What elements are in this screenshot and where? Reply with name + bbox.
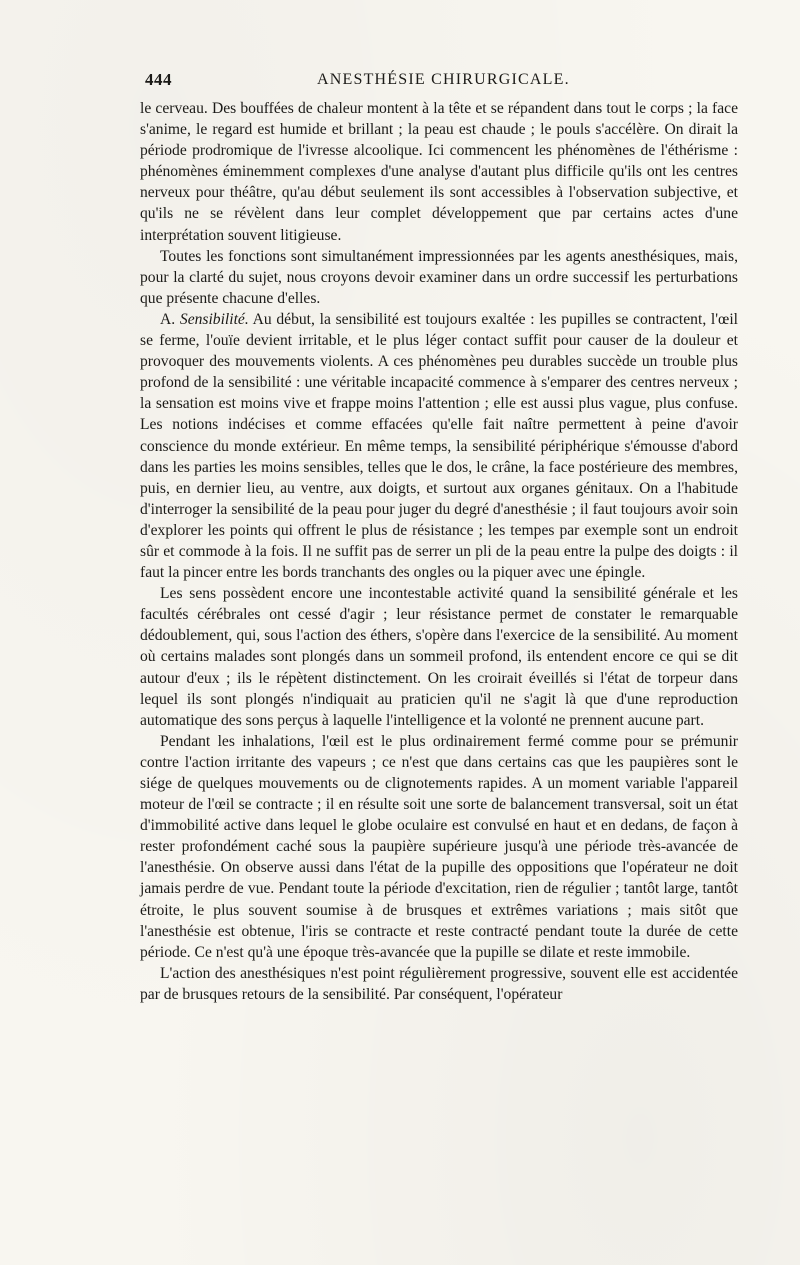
section-letter: A.	[160, 310, 176, 328]
page-number: 444	[145, 70, 172, 89]
paragraph-5: Pendant les inhalations, l'œil est le plus ordinairement fermé comme pour se prémunir contre l'action irritante des vapeurs ; ce n'est que dans certains cas que les paupières sont le siége de quelques mouvements ou de clignotements rapides. A un moment variable l'appareil moteur de l'œil se contracte ; il en résulte soit une sorte de balancement transversal, soit un état d'immobilité active dans lequel le globe oculaire est convulsé en haut et en dedans, de façon à rester profondément caché sous la paupière supérieure jusqu'à une période très-avancée de l'anesthésie. On observe aussi dans l'état de la pupille des oppositions que l'opérateur ne doit jamais perdre de vue. Pendant toute la période d'excitation, rien de régulier ; tantôt large, tantôt étroite, le plus souvent soumise à de brusques et extrêmes variations ; mais sitôt que l'anesthésie est obtenue, l'iris se contracte et reste contracté pendant toute la durée de cette période. Ce n'est qu'à une époque très-avancée que la pupille se dilate et reste immobile.	[140, 732, 738, 961]
paragraph-1: le cerveau. Des bouffées de chaleur montent à la tête et se répandent dans tout le corps ; la face s'anime, le regard est humide et brillant ; la peau est chaude ; le pouls s'accélère. On dirait la période prodromique de l'ivresse alcoolique. Ici commencent les phénomènes de l'éthérisme : phénomènes éminemment complexes d'une analyse d'autant plus difficile qu'ils ont les centres nerveux pour théâtre, qu'au début seulement ils sont accessibles à l'observation subjective, et qu'ils ne se révèlent dans leur complet développement que par certains actes d'une interprétation souvent litigieuse.	[140, 100, 738, 244]
page-header	[145, 70, 735, 94]
section-a-text: Au début, la sensibilité est toujours exaltée : les pupilles se contractent, l'œil se ferme, l'ouïe devient irritable, et le plus léger contact suffit pour causer de la douleur et provoquer des mouvements violents. A ces phénomènes peu durables succède un trouble plus profond de la sensibilité : une véritable incapacité commence à s'emparer des centres nerveux ; la sensation est moins vive et frappe moins l'attention ; elle est aussi plus vague, plus confuse. Les notions indécises et comme effacées qu'elle fait naître permettent à peine d'avoir conscience du monde extérieur. En même temps, la sensibilité périphérique s'émousse d'abord dans les parties les moins sensibles, telles que le dos, le crâne, la face postérieure des membres, puis, en dernier lieu, au ventre, aux doigts, et surtout aux organes génitaux. On a l'habitude d'interroger la sensibilité de la peau pour juger du degré d'anesthésie ; il faut toujours avoir soin d'explorer les points qui offrent le plus de résistance ; les tempes par exemple sont un endroit sûr et commode à la fois. Il ne suffit pas de serrer un pli de la peau entre la pulpe des doigts : il faut la pincer entre les bords tranchants des ongles ou la piquer avec une épingle.	[140, 310, 738, 582]
section-title: Sensibilité.	[179, 310, 249, 328]
running-title: ANESTHÉSIE CHIRURGICALE.	[317, 71, 570, 88]
paragraph-section-a	[140, 309, 738, 583]
body-text	[140, 98, 738, 1005]
paragraph-4: Les sens possèdent encore une incontestable activité quand la sensibilité générale et les facultés cérébrales ont cessé d'agir ; leur résistance permet de constater le remarquable dédoublement, qui, sous l'action des éthers, s'opère dans l'exercice de la sensibilité. Au moment où certains malades sont plongés dans un sommeil profond, ils entendent encore ce qui se dit autour d'eux ; ils le répètent distinctement. On les croirait éveillés si l'état de torpeur dans lequel ils sont plongés n'indiquait au praticien qu'il ne s'agit là que d'une reproduction automatique des sons perçus à laquelle l'intelligence et la volonté ne prennent aucune part.	[140, 585, 738, 729]
paragraph-2: Toutes les fonctions sont simultanément impressionnées par les agents anesthésiques, mais, pour la clarté du sujet, nous croyons devoir examiner dans un ordre successif les perturbations que présente chacune d'elles.	[140, 247, 738, 307]
paragraph-6: L'action des anesthésiques n'est point régulièrement progressive, souvent elle est accidentée par de brusques retours de la sensibilité. Par conséquent, l'opérateur	[140, 964, 738, 1003]
